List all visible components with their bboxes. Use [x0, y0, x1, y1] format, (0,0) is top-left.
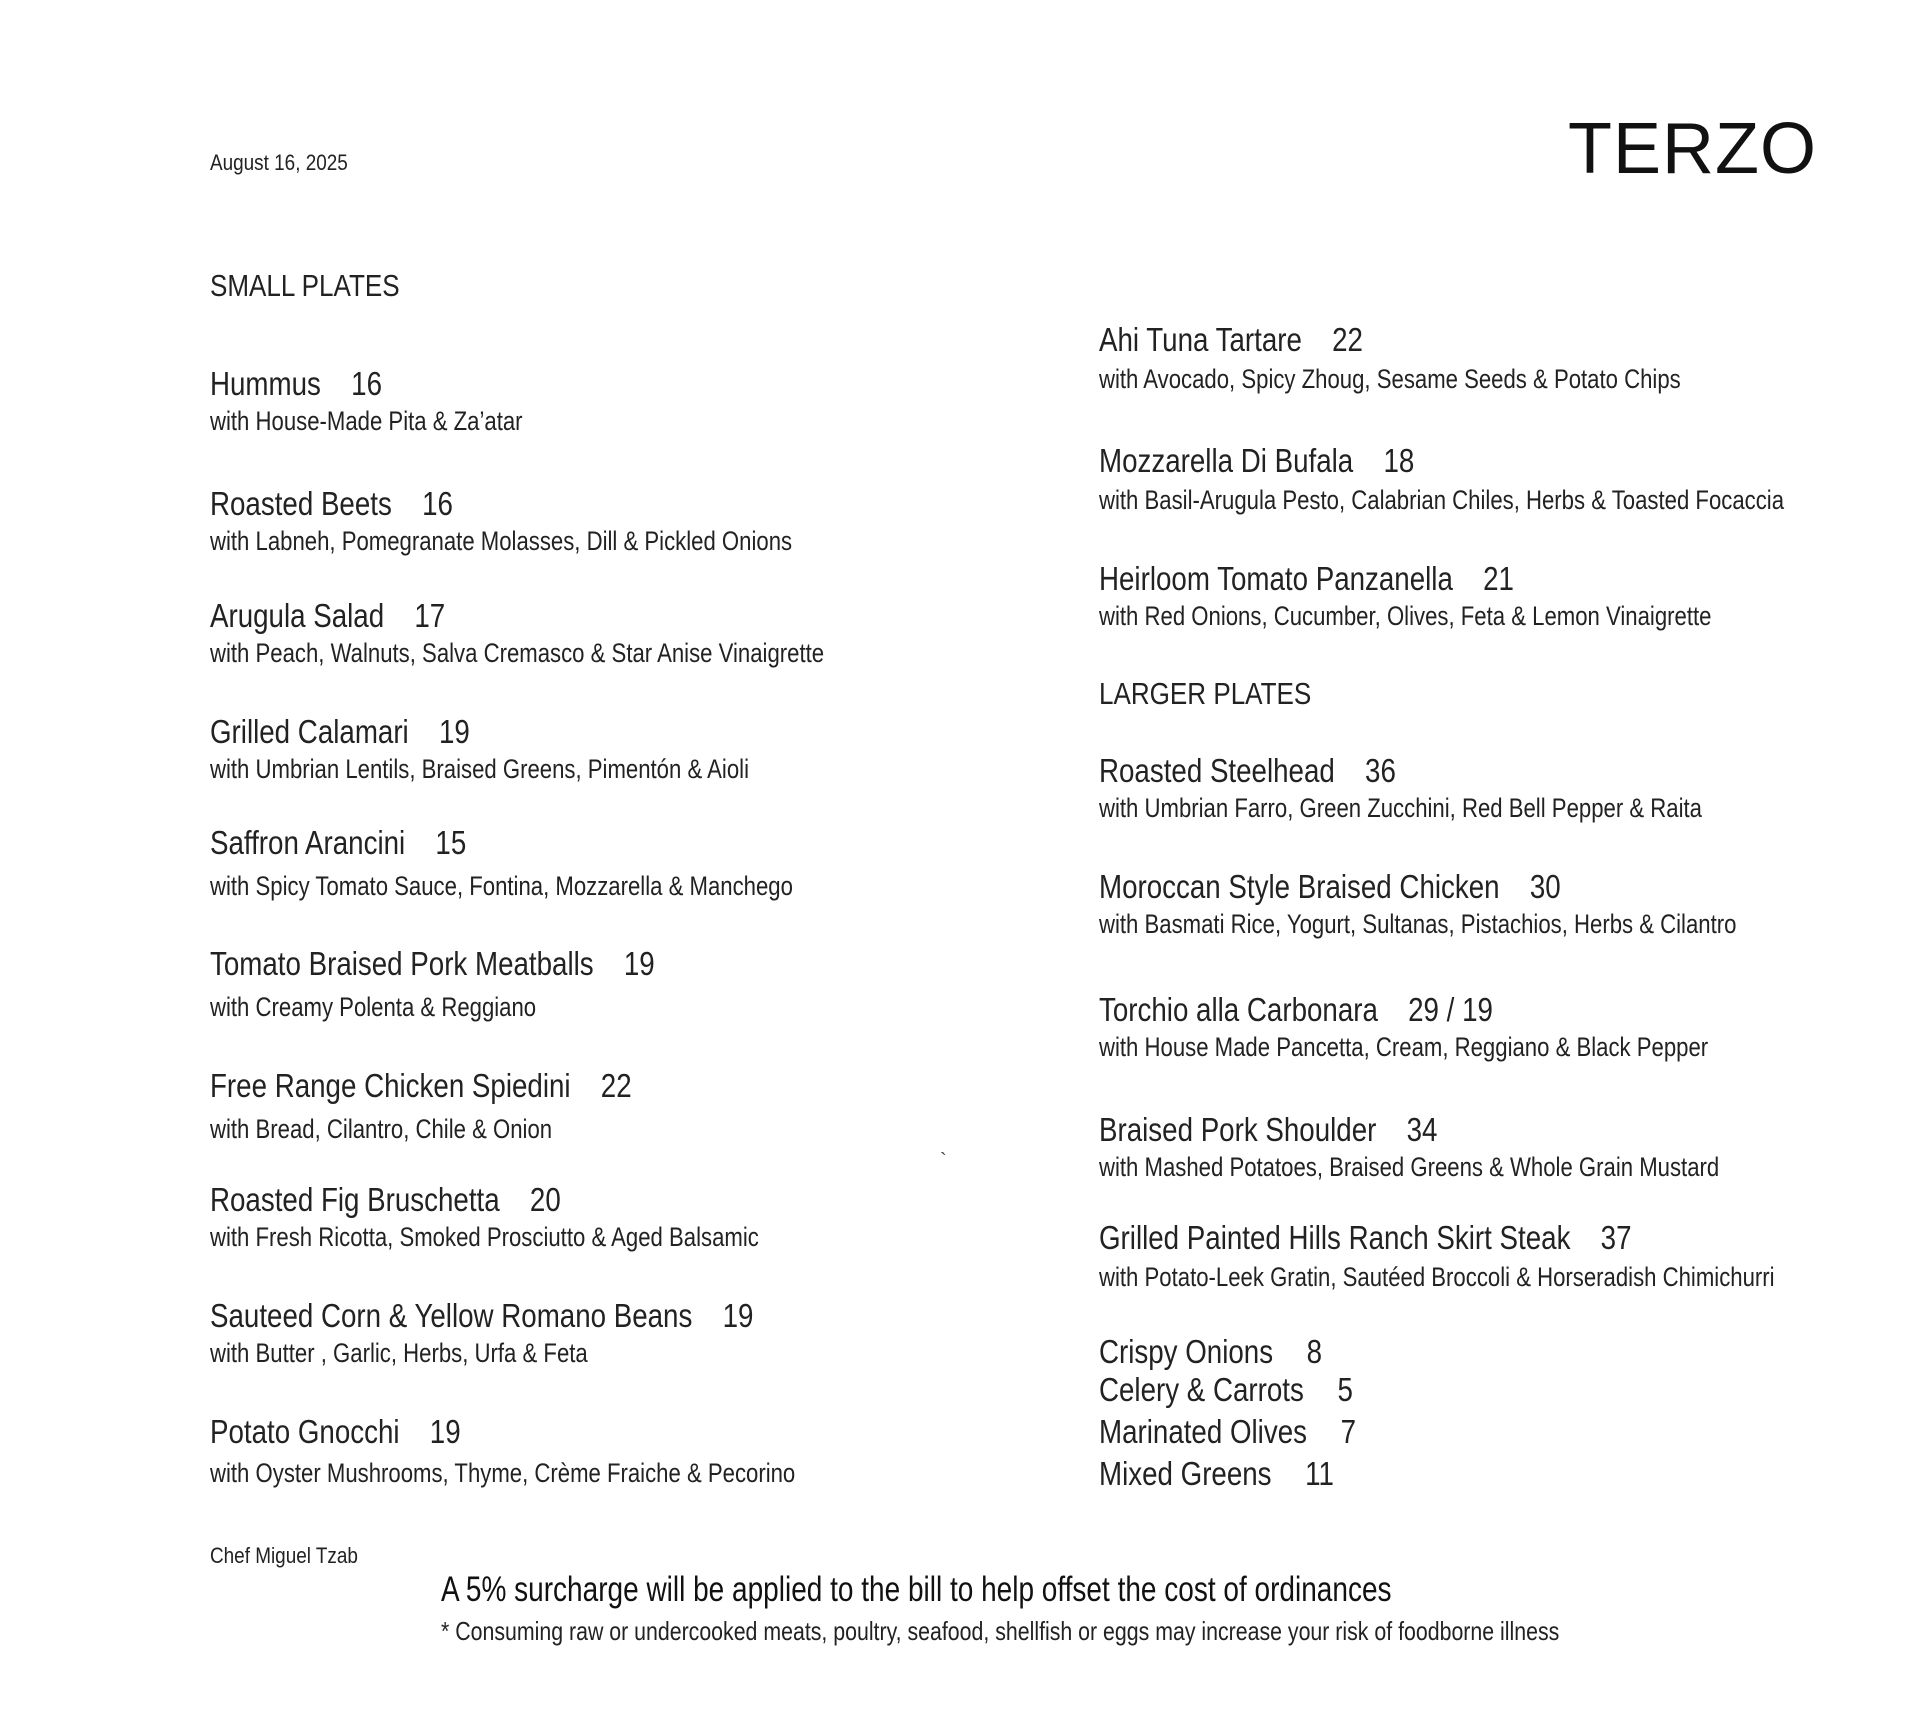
item-price: 19: [623, 945, 655, 982]
item-price: 37: [1600, 1219, 1632, 1256]
item-description: with Spicy Tomato Sauce, Fontina, Mozzarella & Manchego: [210, 871, 793, 901]
menu-item-pork-shoulder: [1099, 1111, 1855, 1183]
item-name: Potato Gnocchi: [210, 1413, 400, 1450]
item-name: Grilled Calamari: [210, 713, 409, 750]
item-price: 16: [422, 485, 453, 522]
menu-item-potato-gnocchi: [210, 1413, 924, 1489]
menu-item-roasted-steelhead: [1099, 752, 1834, 824]
side-item-mixed-greens: [1099, 1455, 1334, 1493]
item-name: Sauteed Corn & Yellow Romano Beans: [210, 1297, 693, 1334]
item-price: 21: [1483, 560, 1514, 597]
item-name: Arugula Salad: [210, 597, 385, 634]
menu-item-skirt-steak: [1099, 1219, 1920, 1293]
item-name: Ahi Tuna Tartare: [1099, 321, 1302, 358]
item-name: Heirloom Tomato Panzanella: [1099, 560, 1453, 597]
menu-item-hummus: [210, 365, 591, 437]
menu-item-saffron-arancini: [210, 824, 921, 902]
item-price: 30: [1529, 868, 1561, 905]
menu-item-braised-chicken: [1099, 868, 1876, 940]
side-price: 11: [1305, 1455, 1334, 1492]
item-description: with House-Made Pita & Za’atar: [210, 406, 523, 436]
item-price: 29 / 19: [1408, 991, 1493, 1028]
item-price: 22: [1332, 321, 1363, 358]
food-safety-disclaimer: * Consuming raw or undercooked meats, poultry, seafood, shellfish or eggs may increase your risk of foodborne illness: [441, 1616, 1560, 1646]
item-price: 22: [600, 1067, 632, 1104]
item-name: Free Range Chicken Spiedini: [210, 1067, 571, 1104]
item-name: Braised Pork Shoulder: [1099, 1111, 1377, 1148]
item-price: 19: [722, 1297, 754, 1334]
side-item-marinated-olives: [1099, 1413, 1356, 1451]
menu-item-mozzarella: [1099, 442, 1920, 516]
item-name: Grilled Painted Hills Ranch Skirt Steak: [1099, 1219, 1571, 1256]
item-price: 20: [529, 1181, 561, 1218]
item-description: with Butter , Garlic, Herbs, Urfa & Feta: [210, 1338, 588, 1368]
item-description: with Basil-Arugula Pesto, Calabrian Chiles, Herbs & Toasted Focaccia: [1099, 485, 1785, 515]
item-description: with Umbrian Lentils, Braised Greens, Pimentón & Aioli: [210, 754, 749, 784]
item-name: Moroccan Style Braised Chicken: [1099, 868, 1500, 905]
item-description: with Peach, Walnuts, Salva Cremasco & Star Anise Vinaigrette: [210, 638, 825, 668]
side-item-crispy-onions: [1099, 1333, 1322, 1371]
item-description: with Fresh Ricotta, Smoked Prosciutto & Aged Balsamic: [210, 1222, 759, 1252]
item-price: 17: [414, 597, 446, 634]
item-description: with Basmati Rice, Yogurt, Sultanas, Pistachios, Herbs & Cilantro: [1099, 909, 1737, 939]
item-description: with Oyster Mushrooms, Thyme, Crème Fraiche & Pecorino: [210, 1458, 796, 1488]
item-description: with Bread, Cilantro, Chile & Onion: [210, 1114, 553, 1144]
item-name: Tomato Braised Pork Meatballs: [210, 945, 594, 982]
menu-item-grilled-calamari: [210, 713, 867, 785]
larger-plates-heading: LARGER PLATES: [1099, 676, 1312, 711]
item-description: with Labneh, Pomegranate Molasses, Dill & Pickled Onions: [210, 526, 793, 556]
item-description: with Potato-Leek Gratin, Sautéed Broccoli & Horseradish Chimichurri: [1099, 1262, 1775, 1292]
item-price: 34: [1406, 1111, 1438, 1148]
menu-item-carbonara: [1099, 991, 1842, 1063]
item-price: 36: [1365, 752, 1396, 789]
side-name: Crispy Onions: [1099, 1333, 1274, 1370]
menu-item-ahi-tuna: [1099, 321, 1808, 395]
item-price: 15: [435, 824, 467, 861]
chef-name: Chef Miguel Tzab: [210, 1543, 358, 1568]
menu-item-corn-romano-beans: [210, 1297, 857, 1369]
side-name: Marinated Olives: [1099, 1413, 1307, 1450]
item-price: 19: [438, 713, 470, 750]
menu-item-roasted-beets: [210, 485, 920, 557]
side-name: Celery & Carrots: [1099, 1371, 1304, 1408]
item-name: Saffron Arancini: [210, 824, 406, 861]
side-price: 5: [1337, 1371, 1353, 1408]
item-name: Roasted Beets: [210, 485, 392, 522]
item-price: 16: [351, 365, 382, 402]
item-name: Hummus: [210, 365, 321, 402]
item-description: with Creamy Polenta & Reggiano: [210, 992, 537, 1022]
menu-date: August 16, 2025: [210, 150, 348, 175]
side-name: Mixed Greens: [1099, 1455, 1272, 1492]
item-description: with Avocado, Spicy Zhoug, Sesame Seeds & Potato Chips: [1099, 364, 1681, 394]
item-description: with Umbrian Farro, Green Zucchini, Red Bell Pepper & Raita: [1099, 793, 1702, 823]
surcharge-notice: A 5% surcharge will be applied to the bill to help offset the cost of ordinances: [441, 1570, 1392, 1609]
item-description: with House Made Pancetta, Cream, Reggiano & Black Pepper: [1099, 1032, 1709, 1062]
item-price: 19: [429, 1413, 461, 1450]
item-price: 18: [1383, 442, 1415, 479]
side-item-celery-carrots: [1099, 1371, 1353, 1409]
restaurant-name: TERZO: [1568, 109, 1817, 189]
item-name: Mozzarella Di Bufala: [1099, 442, 1354, 479]
item-description: with Red Onions, Cucumber, Olives, Feta & Lemon Vinaigrette: [1099, 601, 1712, 631]
item-name: Roasted Steelhead: [1099, 752, 1335, 789]
item-name: Roasted Fig Bruschetta: [210, 1181, 500, 1218]
item-name: Torchio alla Carbonara: [1099, 991, 1378, 1028]
menu-item-panzanella: [1099, 560, 1846, 632]
menu-item-arugula-salad: [210, 597, 959, 669]
menu-item-chicken-spiedini: [210, 1067, 712, 1145]
side-price: 7: [1340, 1413, 1357, 1450]
item-description: with Mashed Potatoes, Braised Greens & Whole Grain Mustard: [1099, 1152, 1720, 1182]
small-plates-heading: SMALL PLATES: [210, 268, 400, 303]
stray-mark: `: [940, 1150, 947, 1172]
menu-item-fig-bruschetta: [210, 1181, 879, 1253]
side-price: 8: [1306, 1333, 1323, 1370]
menu-item-pork-meatballs: [210, 945, 739, 1023]
